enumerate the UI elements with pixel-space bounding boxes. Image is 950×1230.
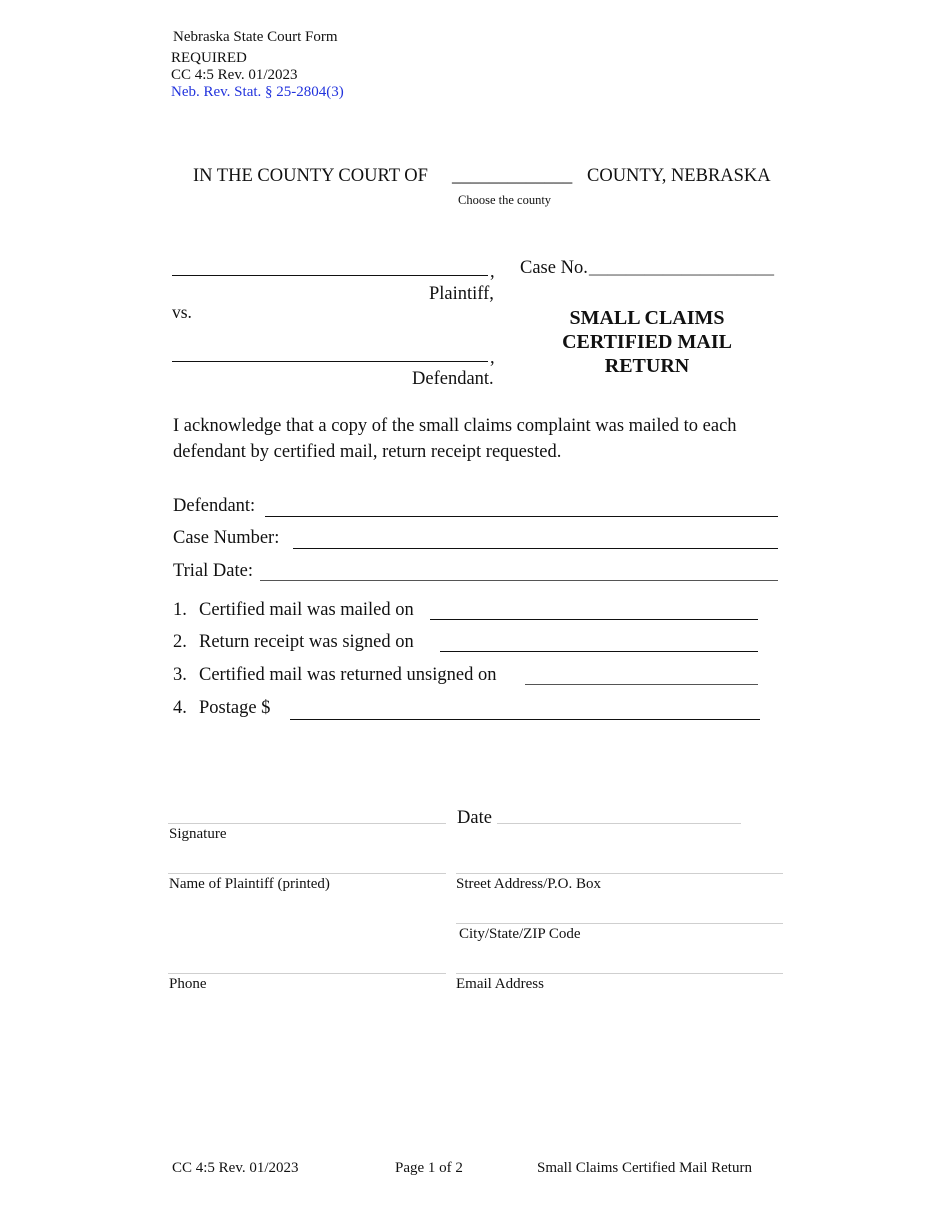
phone-label: Phone: [169, 976, 207, 992]
city-state-zip-field[interactable]: [456, 923, 783, 924]
title-line-2: CERTIFIED MAIL: [562, 331, 732, 353]
footer-title: Small Claims Certified Mail Return: [537, 1160, 752, 1176]
defendant-field-label: Defendant:: [173, 496, 256, 516]
signed-on-field[interactable]: [440, 651, 758, 652]
item-2-label: Return receipt was signed on: [199, 632, 414, 652]
form-name: Nebraska State Court Form: [173, 29, 338, 45]
trial-date-field[interactable]: [260, 580, 778, 581]
signature-field[interactable]: [168, 823, 446, 824]
item-1-number: 1.: [173, 600, 187, 620]
item-2-number: 2.: [173, 632, 187, 652]
city-state-zip-label: City/State/ZIP Code: [459, 926, 581, 942]
acknowledgment-text: I acknowledge that a copy of the small claims complaint was mailed to each defendant by certified mail, return receipt requested.: [173, 416, 737, 462]
item-4-number: 4.: [173, 698, 187, 718]
defendant-field[interactable]: [265, 516, 778, 517]
email-field[interactable]: [456, 973, 783, 974]
county-select[interactable]: _____________: [452, 166, 573, 186]
mailed-on-field[interactable]: [430, 619, 758, 620]
title-line-3: RETURN: [604, 355, 690, 377]
item-3-number: 3.: [173, 665, 187, 685]
footer-form-code: CC 4:5 Rev. 01/2023: [172, 1160, 299, 1176]
defendant-comma: ,: [490, 348, 495, 368]
required-label: REQUIRED: [171, 50, 247, 66]
court-prefix: IN THE COUNTY COURT OF: [193, 166, 428, 186]
case-no-field[interactable]: ____________________: [589, 258, 774, 278]
street-address-label: Street Address/P.O. Box: [456, 876, 602, 892]
trial-date-label: Trial Date:: [173, 561, 253, 581]
defendant-name-field[interactable]: [172, 361, 488, 362]
postage-field[interactable]: [290, 719, 760, 720]
court-suffix: COUNTY, NEBRASKA: [587, 166, 771, 186]
document-title: [527, 306, 767, 378]
plaintiff-label: Plaintiff,: [429, 284, 494, 304]
date-field[interactable]: [497, 823, 741, 824]
vs-label: vs.: [172, 302, 192, 322]
plaintiff-name-field[interactable]: [172, 275, 488, 276]
plaintiff-name-printed-label: Name of Plaintiff (printed): [169, 876, 330, 892]
item-3-label: Certified mail was returned unsigned on: [199, 665, 497, 685]
case-number-label: Case Number:: [173, 528, 280, 548]
footer-page-number: Page 1 of 2: [395, 1160, 463, 1176]
defendant-label: Defendant.: [412, 369, 494, 389]
item-4-label: Postage $: [199, 698, 271, 718]
date-label: Date: [457, 808, 492, 828]
signature-label: Signature: [169, 826, 227, 842]
form-code: CC 4:5 Rev. 01/2023: [171, 67, 298, 83]
title-line-1: SMALL CLAIMS: [569, 307, 725, 329]
county-hint: Choose the county: [458, 193, 552, 207]
plaintiff-name-printed-field[interactable]: [168, 873, 446, 874]
statute-link[interactable]: Neb. Rev. Stat. § 25-2804(3): [171, 84, 344, 100]
item-1-label: Certified mail was mailed on: [199, 600, 414, 620]
case-no-label: Case No.: [520, 258, 588, 278]
street-address-field[interactable]: [456, 873, 783, 874]
returned-unsigned-field[interactable]: [525, 684, 758, 685]
case-number-field[interactable]: [293, 548, 778, 549]
phone-field[interactable]: [168, 973, 446, 974]
plaintiff-comma: ,: [490, 262, 495, 282]
email-label: Email Address: [456, 976, 544, 992]
